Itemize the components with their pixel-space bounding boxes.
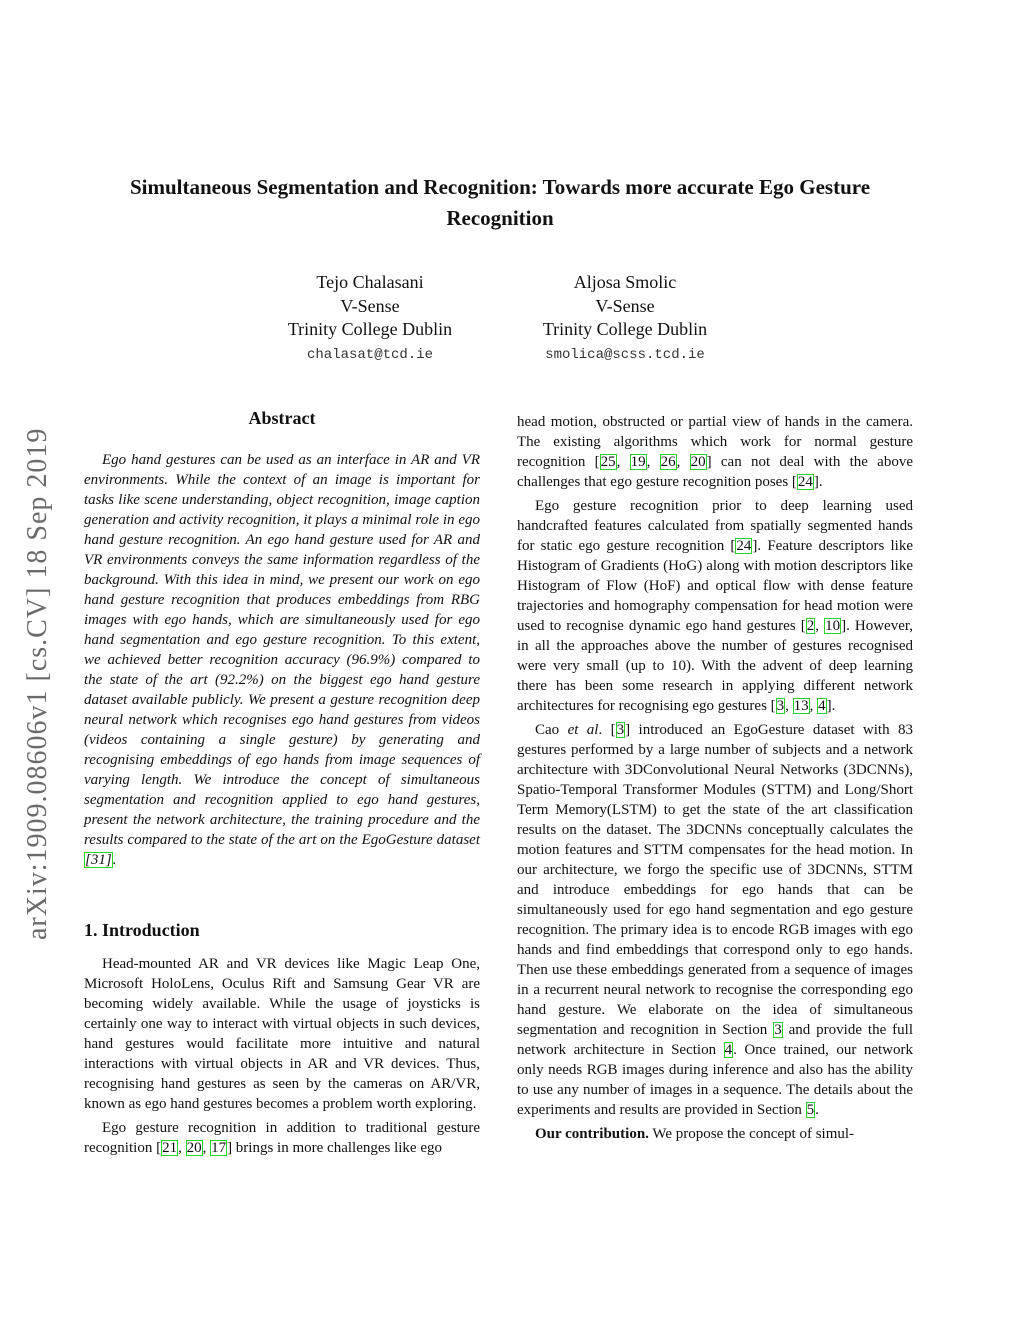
- section-link[interactable]: 5: [806, 1102, 815, 1118]
- author-group: V-Sense: [340, 295, 400, 316]
- citation-link[interactable]: 21: [162, 1140, 178, 1156]
- left-column: [84, 408, 480, 1162]
- right-paragraph-1: head motion, obstructed or partial view of hands in the camera. The existing algorithms which work for normal gesture recognition [25, 19, 26, 20] can not deal with the above challenges that ego gesture recognition poses [24].: [517, 414, 913, 490]
- author-name: Tejo Chalasani: [316, 272, 424, 292]
- arxiv-identifier: arXiv:1909.08606v1 [cs.CV] 18 Sep 2019: [22, 427, 53, 940]
- citation-link[interactable]: 24: [736, 538, 752, 554]
- author-block-1: [260, 271, 480, 367]
- abstract-heading: Abstract: [248, 408, 316, 428]
- intro-paragraph-2: Ego gesture recognition in addition to traditional gesture recognition [21, 20, 17] brings in more challenges like ego: [84, 1120, 480, 1156]
- right-paragraph-2: Ego gesture recognition prior to deep learning used handcrafted features calculated from spatially segmented hands for static ego gesture recognition [24]. Feature descriptors like Histogram of Gradients (HoG) along with motion descriptors like Histogram of Flow (HoF) and optical flow with dense feature trajectories and homography compensation for head motion were used to recognise dynamic ego hand gestures [2, 10]. However, in all the approaches above the number of gestures recognised were very small (up to 10). With the advent of deep learning there has been some research in applying different network architectures for recognising ego gestures [3, 13, 4].: [517, 498, 914, 714]
- paper-title: Simultaneous Segmentation and Recognition: Towards more accurate Ego Gesture Recognition: [129, 175, 871, 230]
- citation-link[interactable]: 4: [818, 698, 826, 714]
- citation-link[interactable]: 13: [793, 698, 809, 714]
- section-link[interactable]: 3: [774, 1022, 782, 1038]
- right-paragraph-4: Our contribution. We propose the concept of simul-: [535, 1126, 855, 1142]
- right-column: [517, 412, 913, 1148]
- author-block-2: [515, 271, 735, 367]
- citation-link[interactable]: 17: [211, 1140, 227, 1156]
- citation-link[interactable]: 19: [630, 454, 646, 470]
- citation-link[interactable]: 3: [616, 722, 625, 738]
- abstract-text: Ego hand gestures can be used as an interface in AR and VR environments. While the context of an image is important for tasks like scene understanding, object recognition, image caption generation and activity recognition, it plays a minimal role in ego hand gesture recognition. An ego hand gesture used for AR and VR environments conveys the same information regardless of the background. With this idea in mind, we present our work on ego hand gesture recognition that produces embeddings from RBG images with ego hands, which are simultaneously used for ego hand segmentation and ego gesture recognition. To this extent, we achieved better recognition accuracy (96.9%) compared to the state of the art (92.2%) on the biggest ego hand gesture dataset available publicly. We present a gesture recognition deep neural network which recognises ego hand gestures from videos (videos containing a single gesture) by generating and recognising embeddings of ego hands from image sequences of varying length. We introduce the concept of simultaneous segmentation and recognition applied to ego hand gestures, present the network architecture, the training procedure and the results compared to the state of the art on the EgoGesture dataset [31].: [84, 452, 480, 868]
- author-email[interactable]: smolica@scss.tcd.ie: [545, 346, 705, 363]
- citation-link[interactable]: 10: [825, 618, 841, 634]
- section-heading-introduction: 1. Introduction: [84, 920, 200, 940]
- contribution-label: Our contribution.: [535, 1126, 649, 1142]
- citation-link[interactable]: 20: [690, 454, 706, 470]
- right-paragraph-3: Cao et al. [3] introduced an EgoGesture dataset with 83 gestures performed by a large number of subjects and a network architecture with 3DConvolutional Neural Networks (3DCNNs), Spatio-Temporal Transformer Modules (STTM) and Long/Short Term Memory(LSTM) to get the state of the art classification results on the dataset. The 3DCNNs conceptually calculates the motion features and STTM compensates for the head motion. In our architecture, we forgo the specific use of 3DCNNs, STTM and introduce embeddings for ego hands that can be simultaneously used for ego hand segmentation and ego gesture recognition. The primary idea is to encode RGB images with ego hands and find embeddings that correspond only to ego hands. Then use these embeddings generated from a sequence of images in a recurrent neural network to recognise the corresponding ego hand gesture. We elaborate on the idea of simultaneous segmentation and recognition in Section 3 and provide the full network architecture in Section 4. Once trained, our network only needs RGB images during inference and also has the ability to use any number of images in a sequence. The details about the experiments and results are provided in Section 5.: [517, 722, 913, 1118]
- author-affiliation: Trinity College Dublin: [542, 319, 708, 339]
- citation-link[interactable]: 3: [776, 698, 785, 714]
- citation-link[interactable]: 2: [806, 618, 815, 634]
- citation-link[interactable]: 25: [600, 454, 616, 470]
- citation-link[interactable]: 20: [186, 1140, 202, 1156]
- author-email[interactable]: chalasat@tcd.ie: [306, 346, 434, 363]
- intro-paragraph-1: Head-mounted AR and VR devices like Magic Leap One, Microsoft HoloLens, Oculus Rift and Samsung Gear VR are becoming widely available. While the usage of joysticks is certainly one way to interact with virtual objects in such devices, hand gestures would facilitate more intuitive and natural interactions with virtual objects in AR and VR devices. Thus, recognising hand gestures as seen by the cameras on AR/VR, known as ego hand gestures becomes a problem worth exploring.: [84, 956, 480, 1112]
- citation-link[interactable]: 26: [660, 454, 676, 470]
- author-name: Aljosa Smolic: [573, 272, 677, 292]
- section-link[interactable]: 4: [724, 1042, 733, 1058]
- citation-link[interactable]: 24: [797, 474, 813, 490]
- author-group: V-Sense: [595, 295, 655, 316]
- author-affiliation: Trinity College Dublin: [287, 319, 453, 339]
- citation-link[interactable]: [31]: [85, 852, 112, 868]
